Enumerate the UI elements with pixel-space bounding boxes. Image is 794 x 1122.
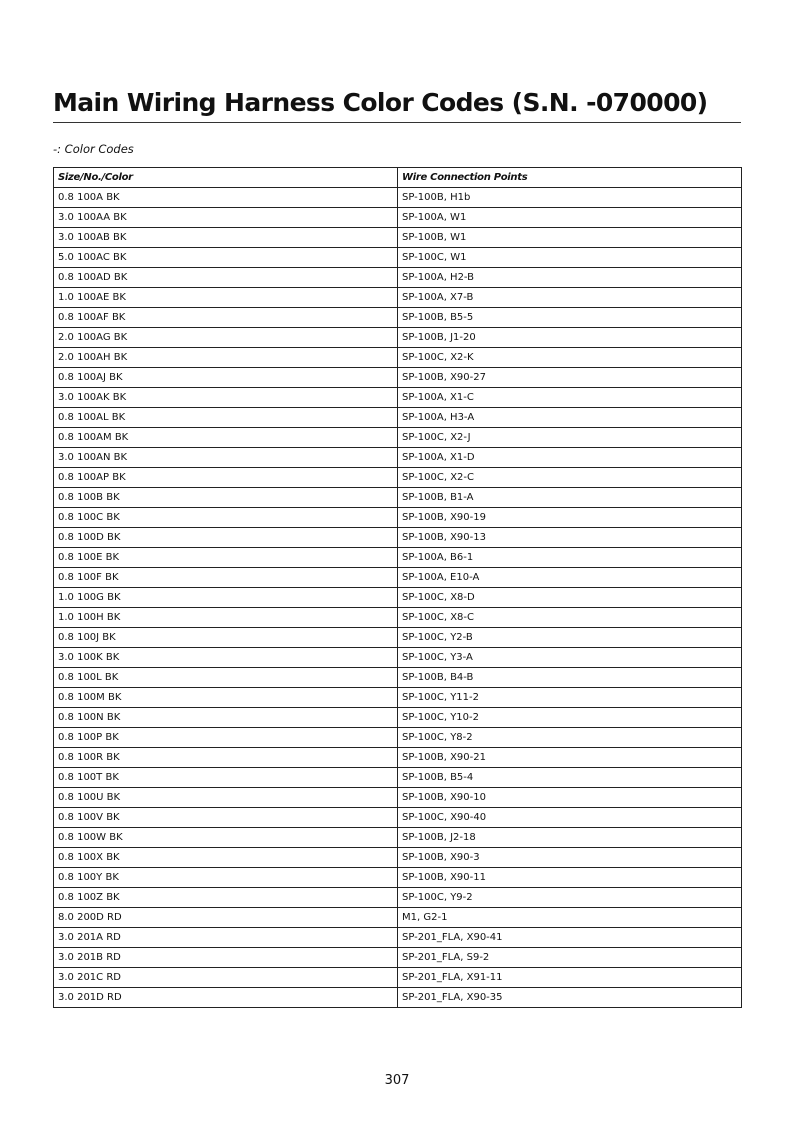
cell-size-no-color: 3.0 100K BK xyxy=(54,648,398,668)
cell-size-no-color: 0.8 100C BK xyxy=(54,508,398,528)
cell-size-no-color: 3.0 201A RD xyxy=(54,928,398,948)
cell-size-no-color: 0.8 100AJ BK xyxy=(54,368,398,388)
section-subtitle: -: Color Codes xyxy=(53,142,134,156)
cell-size-no-color: 0.8 100J BK xyxy=(54,628,398,648)
table-row xyxy=(54,648,742,668)
cell-size-no-color: 3.0 201D RD xyxy=(54,988,398,1008)
cell-size-no-color: 0.8 100P BK xyxy=(54,728,398,748)
cell-size-no-color: 0.8 100N BK xyxy=(54,708,398,728)
cell-wire-connection-points: SP-100A, H2-B xyxy=(398,268,742,288)
table-row xyxy=(54,608,742,628)
cell-wire-connection-points: SP-100C, X8-D xyxy=(398,588,742,608)
cell-size-no-color: 0.8 100B BK xyxy=(54,488,398,508)
cell-wire-connection-points: SP-100C, Y10-2 xyxy=(398,708,742,728)
cell-size-no-color: 0.8 100AL BK xyxy=(54,408,398,428)
table-body xyxy=(54,188,742,1008)
table-row xyxy=(54,828,742,848)
table-row xyxy=(54,548,742,568)
table-row xyxy=(54,708,742,728)
cell-size-no-color: 0.8 100F BK xyxy=(54,568,398,588)
cell-size-no-color: 0.8 100U BK xyxy=(54,788,398,808)
page-title: Main Wiring Harness Color Codes (S.N. -070000) xyxy=(53,88,708,117)
cell-wire-connection-points: SP-100C, Y2-B xyxy=(398,628,742,648)
table-row xyxy=(54,748,742,768)
cell-size-no-color: 3.0 100AN BK xyxy=(54,448,398,468)
table-row xyxy=(54,468,742,488)
table-row xyxy=(54,428,742,448)
table-row xyxy=(54,308,742,328)
cell-wire-connection-points: SP-201_FLA, X90-41 xyxy=(398,928,742,948)
cell-size-no-color: 1.0 100G BK xyxy=(54,588,398,608)
page-number: 307 xyxy=(384,1073,410,1088)
cell-wire-connection-points: SP-100C, X8-C xyxy=(398,608,742,628)
table-row xyxy=(54,688,742,708)
cell-wire-connection-points: SP-201_FLA, X91-11 xyxy=(398,968,742,988)
table-row xyxy=(54,228,742,248)
table-row xyxy=(54,388,742,408)
table-row xyxy=(54,328,742,348)
cell-size-no-color: 3.0 201B RD xyxy=(54,948,398,968)
cell-size-no-color: 0.8 100R BK xyxy=(54,748,398,768)
cell-size-no-color: 3.0 100AK BK xyxy=(54,388,398,408)
table-row xyxy=(54,668,742,688)
table-row xyxy=(54,508,742,528)
cell-size-no-color: 1.0 100H BK xyxy=(54,608,398,628)
cell-size-no-color: 0.8 100L BK xyxy=(54,668,398,688)
cell-wire-connection-points: SP-100B, B4-B xyxy=(398,668,742,688)
table-row xyxy=(54,248,742,268)
cell-size-no-color: 0.8 100M BK xyxy=(54,688,398,708)
cell-wire-connection-points: SP-100B, W1 xyxy=(398,228,742,248)
cell-wire-connection-points: SP-100C, Y9-2 xyxy=(398,888,742,908)
table-row xyxy=(54,268,742,288)
cell-wire-connection-points: SP-100C, Y8-2 xyxy=(398,728,742,748)
cell-size-no-color: 3.0 201C RD xyxy=(54,968,398,988)
cell-size-no-color: 2.0 100AG BK xyxy=(54,328,398,348)
cell-wire-connection-points: SP-100C, Y11-2 xyxy=(398,688,742,708)
table-row xyxy=(54,628,742,648)
cell-wire-connection-points: SP-100A, X1-D xyxy=(398,448,742,468)
cell-size-no-color: 0.8 100AP BK xyxy=(54,468,398,488)
table-row xyxy=(54,288,742,308)
table-row xyxy=(54,208,742,228)
cell-size-no-color: 0.8 100E BK xyxy=(54,548,398,568)
cell-size-no-color: 0.8 100T BK xyxy=(54,768,398,788)
cell-wire-connection-points: SP-100C, X2-K xyxy=(398,348,742,368)
cell-wire-connection-points: SP-100C, X2-C xyxy=(398,468,742,488)
cell-wire-connection-points: SP-100B, X90-21 xyxy=(398,748,742,768)
cell-wire-connection-points: SP-100B, X90-13 xyxy=(398,528,742,548)
table-row xyxy=(54,868,742,888)
cell-size-no-color: 2.0 100AH BK xyxy=(54,348,398,368)
cell-wire-connection-points: M1, G2-1 xyxy=(398,908,742,928)
table-row xyxy=(54,808,742,828)
table-row xyxy=(54,888,742,908)
cell-wire-connection-points: SP-100B, X90-10 xyxy=(398,788,742,808)
table-header-row xyxy=(54,168,742,188)
cell-size-no-color: 1.0 100AE BK xyxy=(54,288,398,308)
table-row xyxy=(54,588,742,608)
cell-wire-connection-points: SP-100A, X7-B xyxy=(398,288,742,308)
cell-wire-connection-points: SP-100C, W1 xyxy=(398,248,742,268)
cell-wire-connection-points: SP-201_FLA, S9-2 xyxy=(398,948,742,968)
cell-wire-connection-points: SP-100B, X90-11 xyxy=(398,868,742,888)
cell-wire-connection-points: SP-100A, E10-A xyxy=(398,568,742,588)
table-row xyxy=(54,968,742,988)
cell-size-no-color: 5.0 100AC BK xyxy=(54,248,398,268)
cell-size-no-color: 0.8 100AD BK xyxy=(54,268,398,288)
cell-wire-connection-points: SP-100B, B5-5 xyxy=(398,308,742,328)
cell-size-no-color: 3.0 100AA BK xyxy=(54,208,398,228)
table-row xyxy=(54,348,742,368)
cell-wire-connection-points: SP-100B, X90-19 xyxy=(398,508,742,528)
cell-wire-connection-points: SP-100B, J2-18 xyxy=(398,828,742,848)
table-row xyxy=(54,788,742,808)
cell-size-no-color: 0.8 100AM BK xyxy=(54,428,398,448)
table-row xyxy=(54,948,742,968)
cell-wire-connection-points: SP-100B, X90-27 xyxy=(398,368,742,388)
table-row xyxy=(54,848,742,868)
cell-wire-connection-points: SP-100B, B1-A xyxy=(398,488,742,508)
cell-wire-connection-points: SP-100A, B6-1 xyxy=(398,548,742,568)
table-row xyxy=(54,988,742,1008)
cell-wire-connection-points: SP-100A, X1-C xyxy=(398,388,742,408)
cell-size-no-color: 0.8 100W BK xyxy=(54,828,398,848)
table-row xyxy=(54,928,742,948)
table-row xyxy=(54,368,742,388)
cell-wire-connection-points: SP-100B, H1b xyxy=(398,188,742,208)
table-row xyxy=(54,448,742,468)
cell-wire-connection-points: SP-100B, J1-20 xyxy=(398,328,742,348)
header-size-no-color: Size/No./Color xyxy=(54,168,398,188)
table-row xyxy=(54,908,742,928)
cell-wire-connection-points: SP-100B, B5-4 xyxy=(398,768,742,788)
table-row xyxy=(54,728,742,748)
cell-size-no-color: 8.0 200D RD xyxy=(54,908,398,928)
cell-size-no-color: 3.0 100AB BK xyxy=(54,228,398,248)
cell-size-no-color: 0.8 100D BK xyxy=(54,528,398,548)
cell-size-no-color: 0.8 100A BK xyxy=(54,188,398,208)
cell-wire-connection-points: SP-100A, W1 xyxy=(398,208,742,228)
header-wire-connection-points: Wire Connection Points xyxy=(398,168,742,188)
cell-wire-connection-points: SP-100C, X2-J xyxy=(398,428,742,448)
table-row xyxy=(54,768,742,788)
cell-size-no-color: 0.8 100X BK xyxy=(54,848,398,868)
title-divider xyxy=(53,122,741,123)
table-row xyxy=(54,408,742,428)
table-row xyxy=(54,188,742,208)
cell-size-no-color: 0.8 100Z BK xyxy=(54,888,398,908)
cell-wire-connection-points: SP-100C, X90-40 xyxy=(398,808,742,828)
cell-wire-connection-points: SP-201_FLA, X90-35 xyxy=(398,988,742,1008)
table-row xyxy=(54,488,742,508)
color-codes-table xyxy=(53,167,742,1008)
table-row xyxy=(54,568,742,588)
cell-wire-connection-points: SP-100B, X90-3 xyxy=(398,848,742,868)
table-row xyxy=(54,528,742,548)
cell-size-no-color: 0.8 100Y BK xyxy=(54,868,398,888)
cell-wire-connection-points: SP-100C, Y3-A xyxy=(398,648,742,668)
cell-size-no-color: 0.8 100AF BK xyxy=(54,308,398,328)
cell-wire-connection-points: SP-100A, H3-A xyxy=(398,408,742,428)
cell-size-no-color: 0.8 100V BK xyxy=(54,808,398,828)
